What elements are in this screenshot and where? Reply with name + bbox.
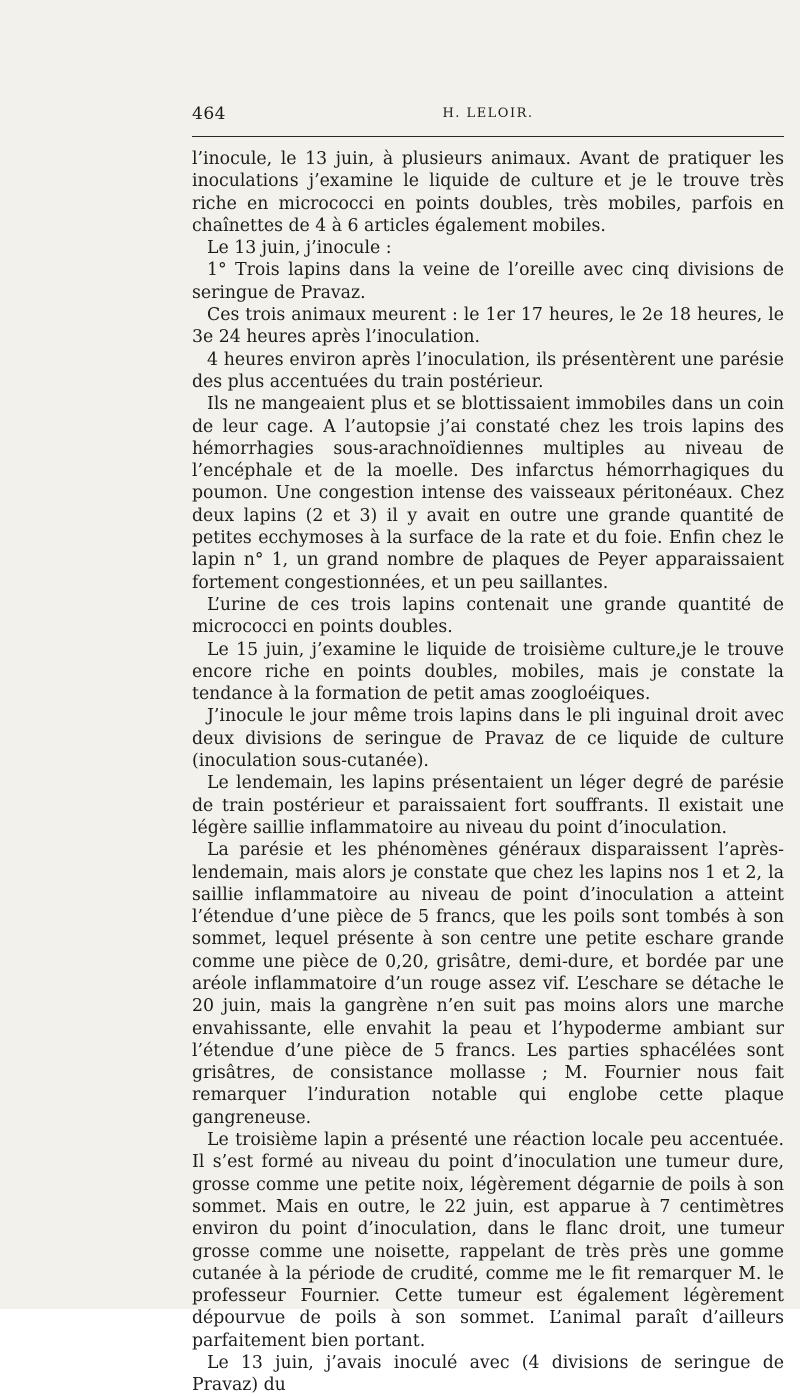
paragraph: L’urine de ces trois lapins contenait une grande quantité de micrococci en points doubles.: [192, 594, 784, 638]
paragraph: l’inocule, le 13 juin, à plusieurs animaux. Avant de pratiquer les inoculations j’examine le liquide de culture et je le trouve très riche en micrococci en points doubles, très mobiles, parfois en chaînettes de 4 à 6 articles également mobiles.: [192, 149, 784, 236]
paragraph: Ils ne mangeaient plus et se blottissaient immobiles dans un coin de leur cage. A l’autopsie j’ai constaté chez les trois lapins des hémorrhagies sous-arachnoïdiennes multiples au niveau de l’encéphale et de la moelle. Des infarctus hémorrhagiques du poumon. Une congestion intense des vaisseaux péritonéaux. Chez deux lapins (2 et 3) il y avait en outre une grande quantité de petites ecchymoses à la surface de la rate et du foie. Enfin chez le lapin n° 1, un grand nombre de plaques de Peyer apparaissaient fortement congestionnées, et un peu saillantes.: [192, 394, 784, 593]
paragraph: Le 13 juin, j’inocule :: [207, 238, 392, 259]
body-text: [192, 148, 784, 1397]
paragraph: Le 13 juin, j’avais inoculé avec (4 divisions de seringue de Pravaz) du: [192, 1353, 784, 1396]
header-rule: [192, 136, 784, 137]
paragraph: J’inocule le jour même trois lapins dans le pli inguinal droit avec deux divisions de seringue de Pravaz de ce liquide de culture (inoculation sous-cutanée).: [192, 706, 784, 772]
paragraph: 1° Trois lapins dans la veine de l’oreille avec cinq divisions de seringue de Pravaz.: [192, 260, 784, 303]
paragraph: Ces trois animaux meurent : le 1er 17 heures, le 2e 18 heures, le 3e 24 heures après l’inoculation.: [192, 305, 784, 348]
page-number: 464: [192, 104, 226, 124]
page-header: [192, 104, 784, 128]
paragraph: Le 15 juin, j’examine le liquide de troisième culture,je le trouve encore riche en points doubles, mobiles, mais je constate la tendance à la formation de petit amas zoogloéiques.: [192, 639, 784, 705]
paragraph: 4 heures environ après l’inoculation, ils présentèrent une parésie des plus accentuées du train postérieur.: [192, 349, 784, 392]
paragraph: La parésie et les phénomènes généraux disparaissent l’après-lendemain, mais alors je constate que chez les lapins nos 1 et 2, la saillie inflammatoire au niveau de point d’inoculation a atteint l’étendue d’une pièce de 5 francs, que les poils sont tombés à son sommet, lequel présente à son centre une petite eschare grande comme une pièce de 0,20, grisâtre, demi-dure, et bordée par une aréole inflammatoire d’un rouge assez vif. L’eschare se détache le 20 juin, mais la gangrène n’en suit pas moins alors une marche envahissante, elle envahit la peau et l’hypoderme ambiant sur l’étendue d’une pièce de 5 francs. Les parties sphacélées sont grisâtres, de consistance mollasse ; M. Fournier nous fait remarquer l’induration notable qui englobe cette plaque gangreneuse.: [192, 840, 784, 1128]
running-head: H. LELOIR.: [442, 106, 534, 121]
paragraph: Le lendemain, les lapins présentaient un léger degré de parésie de train postérieur et paraissaient fort souffrants. Il existait une légère saillie inflammatoire au niveau du point d’inoculation.: [192, 773, 784, 838]
paragraph: Le troisième lapin a présenté une réaction locale peu accentuée. Il s’est formé au niveau du point d’inoculation une tumeur dure, grosse comme une petite noix, légèrement dégarnie de poils à son sommet. Mais en outre, le 22 juin, est apparue à 7 centimètres environ du point d’inoculation, dans le flanc droit, une tumeur grosse comme une noisette, rappelant de très près une gomme cutanée à la période de crudité, comme me le fit remarquer M. le professeur Fournier. Cette tumeur est également légèrement dépourvue de poils à son sommet. L’animal paraît d’ailleurs parfaitement bien portant.: [192, 1130, 784, 1351]
